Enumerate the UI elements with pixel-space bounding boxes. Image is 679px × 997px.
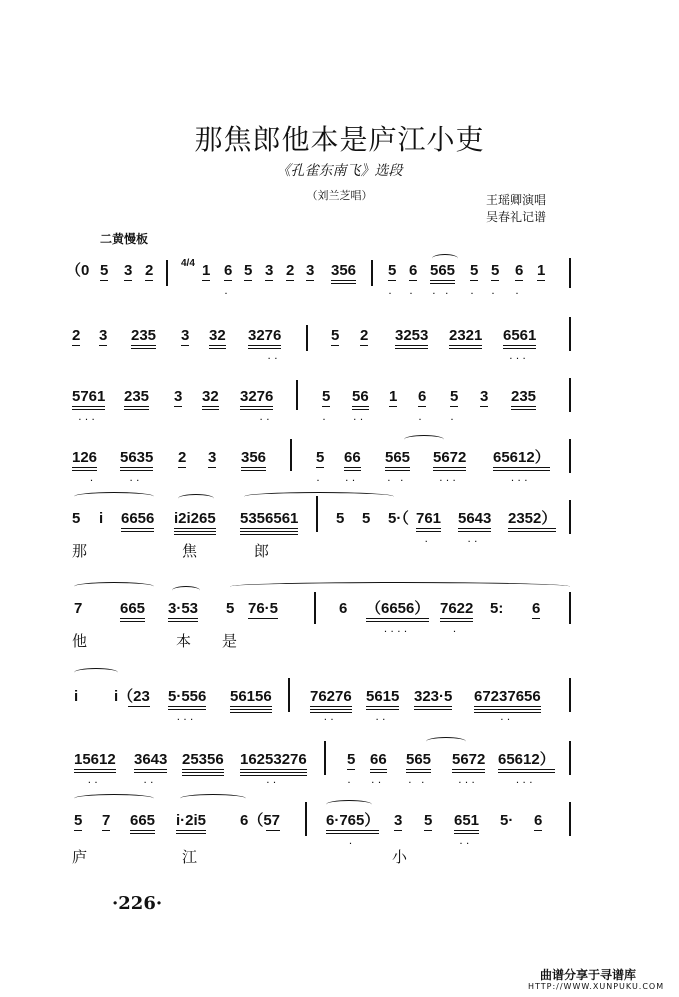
slur [404, 435, 444, 444]
note-group: 2 [360, 327, 368, 345]
note-group: i2i265 [174, 510, 216, 528]
lyric-char: 江 [182, 848, 198, 866]
note-group: 5 · [316, 449, 325, 485]
slur [180, 794, 246, 803]
note-group: 76·5 [248, 600, 278, 618]
note-group: 3 [394, 812, 402, 830]
note-group: 323·5 [414, 688, 452, 706]
note-group: 651 ·· [454, 812, 480, 848]
note-group: 6 [532, 600, 540, 618]
bar-line [569, 741, 571, 775]
note-group: 5: [490, 600, 504, 617]
bar-line [305, 802, 307, 836]
bar-line [316, 496, 318, 532]
note-group: 65612） ··· [493, 449, 550, 485]
note-group: 5 · [450, 388, 459, 424]
note-group: 3 [174, 388, 182, 406]
bar-line [290, 439, 292, 471]
note-group: 5 [72, 510, 81, 527]
note-group: 235 [131, 327, 156, 345]
note-group: 5·556 ··· [168, 688, 207, 724]
note-group: 7 [74, 600, 83, 617]
note-group: 235 [124, 388, 149, 406]
slur [172, 586, 200, 595]
bar-line [569, 500, 571, 534]
note-group: 5 [331, 327, 339, 345]
note-group: 65612） ··· [498, 751, 555, 787]
note-group: 16253276 ·· [240, 751, 307, 787]
note-group: 6 [534, 812, 542, 830]
note-group: i [99, 510, 104, 527]
singer-note: （刘兰芝唱） [306, 189, 373, 202]
note-group: 3276 ·· [240, 388, 274, 424]
note-group: 3643 ·· [134, 751, 168, 787]
note-group: 56156 [230, 688, 272, 706]
note-group: 3 [181, 327, 189, 345]
bar-line [306, 325, 308, 351]
tempo-marking: 二黄慢板 [100, 232, 149, 246]
note-group: 356 [241, 449, 266, 467]
note-group: 67237656 ·· [474, 688, 541, 724]
note-group: 5672 ··· [452, 751, 486, 787]
slur [74, 492, 154, 501]
note-group: 3253 [395, 327, 428, 345]
bar-line [569, 802, 571, 836]
note-group: i（23 [114, 688, 150, 706]
note-group: 5 [362, 510, 371, 527]
note-group: 5643 ·· [458, 510, 492, 546]
lyric-char: 那 [72, 542, 88, 560]
bar-line [314, 592, 316, 624]
note-group: 665 [130, 812, 155, 830]
note-group: 5635 ·· [120, 449, 154, 485]
note-group: 761 · [416, 510, 442, 546]
lyric-char: 小 [392, 848, 408, 866]
time-signature: 4/4 [181, 258, 195, 269]
note-group: 5 · [491, 262, 500, 298]
note-group: 6·765） · [326, 812, 380, 848]
note-group: 5 · [470, 262, 479, 298]
note-group: 3 [208, 449, 216, 467]
note-group: 3·53 [168, 600, 198, 618]
note-group: 5 [244, 262, 252, 280]
bar-line [296, 380, 298, 410]
note-group: 5615 ·· [366, 688, 400, 724]
slur [230, 582, 570, 591]
subtitle: 《孔雀东南飞》选段 [276, 163, 403, 179]
slur [74, 668, 118, 677]
note-group: 66 ·· [344, 449, 361, 485]
note-group: 7 [102, 812, 110, 830]
note-group: 66 ·· [370, 751, 387, 787]
note-group: 565 · · [430, 262, 456, 298]
note-group: 56 ·· [352, 388, 369, 424]
note-group: 15612 ·· [74, 751, 116, 787]
note-group: 5·（ [388, 510, 409, 527]
note-group: 2 [72, 327, 80, 345]
note-group: 6（57 [240, 812, 280, 830]
note-group: 5· [500, 812, 514, 829]
note-group: 356 [331, 262, 356, 280]
bar-line [569, 258, 571, 288]
note-group: 3 [99, 327, 107, 345]
note-group: 1 [389, 388, 397, 406]
note-group: 126 · [72, 449, 98, 485]
bar-line [569, 317, 571, 351]
note-group: 6656 [121, 510, 154, 528]
note-group: 2 [145, 262, 153, 280]
note-group: 2352） [508, 510, 556, 528]
lyric-char: 庐 [72, 848, 88, 866]
note-group: 2 [286, 262, 294, 280]
note-group: 5 [424, 812, 432, 830]
note-group: 6561 ··· [503, 327, 537, 363]
lyric-char: 郎 [254, 542, 270, 560]
note-group: 7622 · [440, 600, 474, 636]
bar-line [569, 678, 571, 712]
note-group: 2 [178, 449, 186, 467]
note-group: 6 · [515, 262, 524, 298]
bar-line [569, 439, 571, 473]
note-group: 5 [74, 812, 82, 830]
note-group: 565 · · [406, 751, 432, 787]
bar-line [166, 260, 168, 286]
note-group: 2321 [449, 327, 482, 345]
note-group: 6 [339, 600, 348, 617]
note-group: 6 · [418, 388, 427, 424]
note-group: 32 [209, 327, 226, 345]
note-group: 1 [537, 262, 545, 280]
note-group: 5 [226, 600, 235, 617]
note-group: 3276 ·· [248, 327, 282, 363]
note-group: 1 [202, 262, 210, 280]
slur [74, 794, 154, 803]
bar-line [288, 678, 290, 712]
lyric-char: 他 [72, 632, 88, 650]
page-title: 那焦郎他本是庐江小吏 [194, 123, 485, 156]
note-group: 3 [306, 262, 314, 280]
note-group: 5 [100, 262, 108, 280]
note-group: i [74, 688, 79, 705]
lyric-char: 本 [176, 632, 192, 650]
note-group: 3 [480, 388, 488, 406]
watermark-text: 曲谱分享于寻谱库 [540, 968, 637, 982]
note-group: 6 · [224, 262, 233, 298]
watermark-url: HTTP://WWW.XUNPUKU.COM [528, 982, 665, 991]
note-group: （6656） ···· [366, 600, 430, 636]
note-group: i·2i5 [176, 812, 206, 830]
note-group: 3 [265, 262, 273, 280]
transcriber-credit: 吴春礼记谱 [486, 210, 547, 224]
note-group: 32 [202, 388, 219, 406]
note-group: 235 [511, 388, 536, 406]
note-group: 5761 ··· [72, 388, 106, 424]
lyric-char: 焦 [182, 542, 198, 560]
note-group: 76276 ·· [310, 688, 352, 724]
slur [326, 800, 372, 809]
bar-line [324, 741, 326, 775]
note-group: 6 · [409, 262, 418, 298]
performer-credit: 王瑶卿演唱 [486, 193, 547, 207]
note-group: 5 · [322, 388, 331, 424]
note-group: 665 [120, 600, 145, 618]
bar-line [371, 260, 373, 286]
note-group: 5672 ··· [433, 449, 467, 485]
note-group: （0 [66, 262, 90, 279]
note-group: 25356 [182, 751, 224, 769]
note-group: 565 · · [385, 449, 411, 485]
note-group: 5 [336, 510, 345, 527]
note-group: 5356561 [240, 510, 298, 528]
slur [426, 737, 466, 746]
lyric-char: 是 [222, 632, 238, 650]
page-number: ·226· [112, 893, 163, 914]
note-group: 5 · [388, 262, 397, 298]
note-group: 3 [124, 262, 132, 280]
slur [178, 494, 214, 503]
bar-line [569, 378, 571, 412]
bar-line [569, 592, 571, 624]
note-group: 5 · [347, 751, 356, 787]
slur [74, 582, 154, 591]
slur [244, 492, 394, 501]
